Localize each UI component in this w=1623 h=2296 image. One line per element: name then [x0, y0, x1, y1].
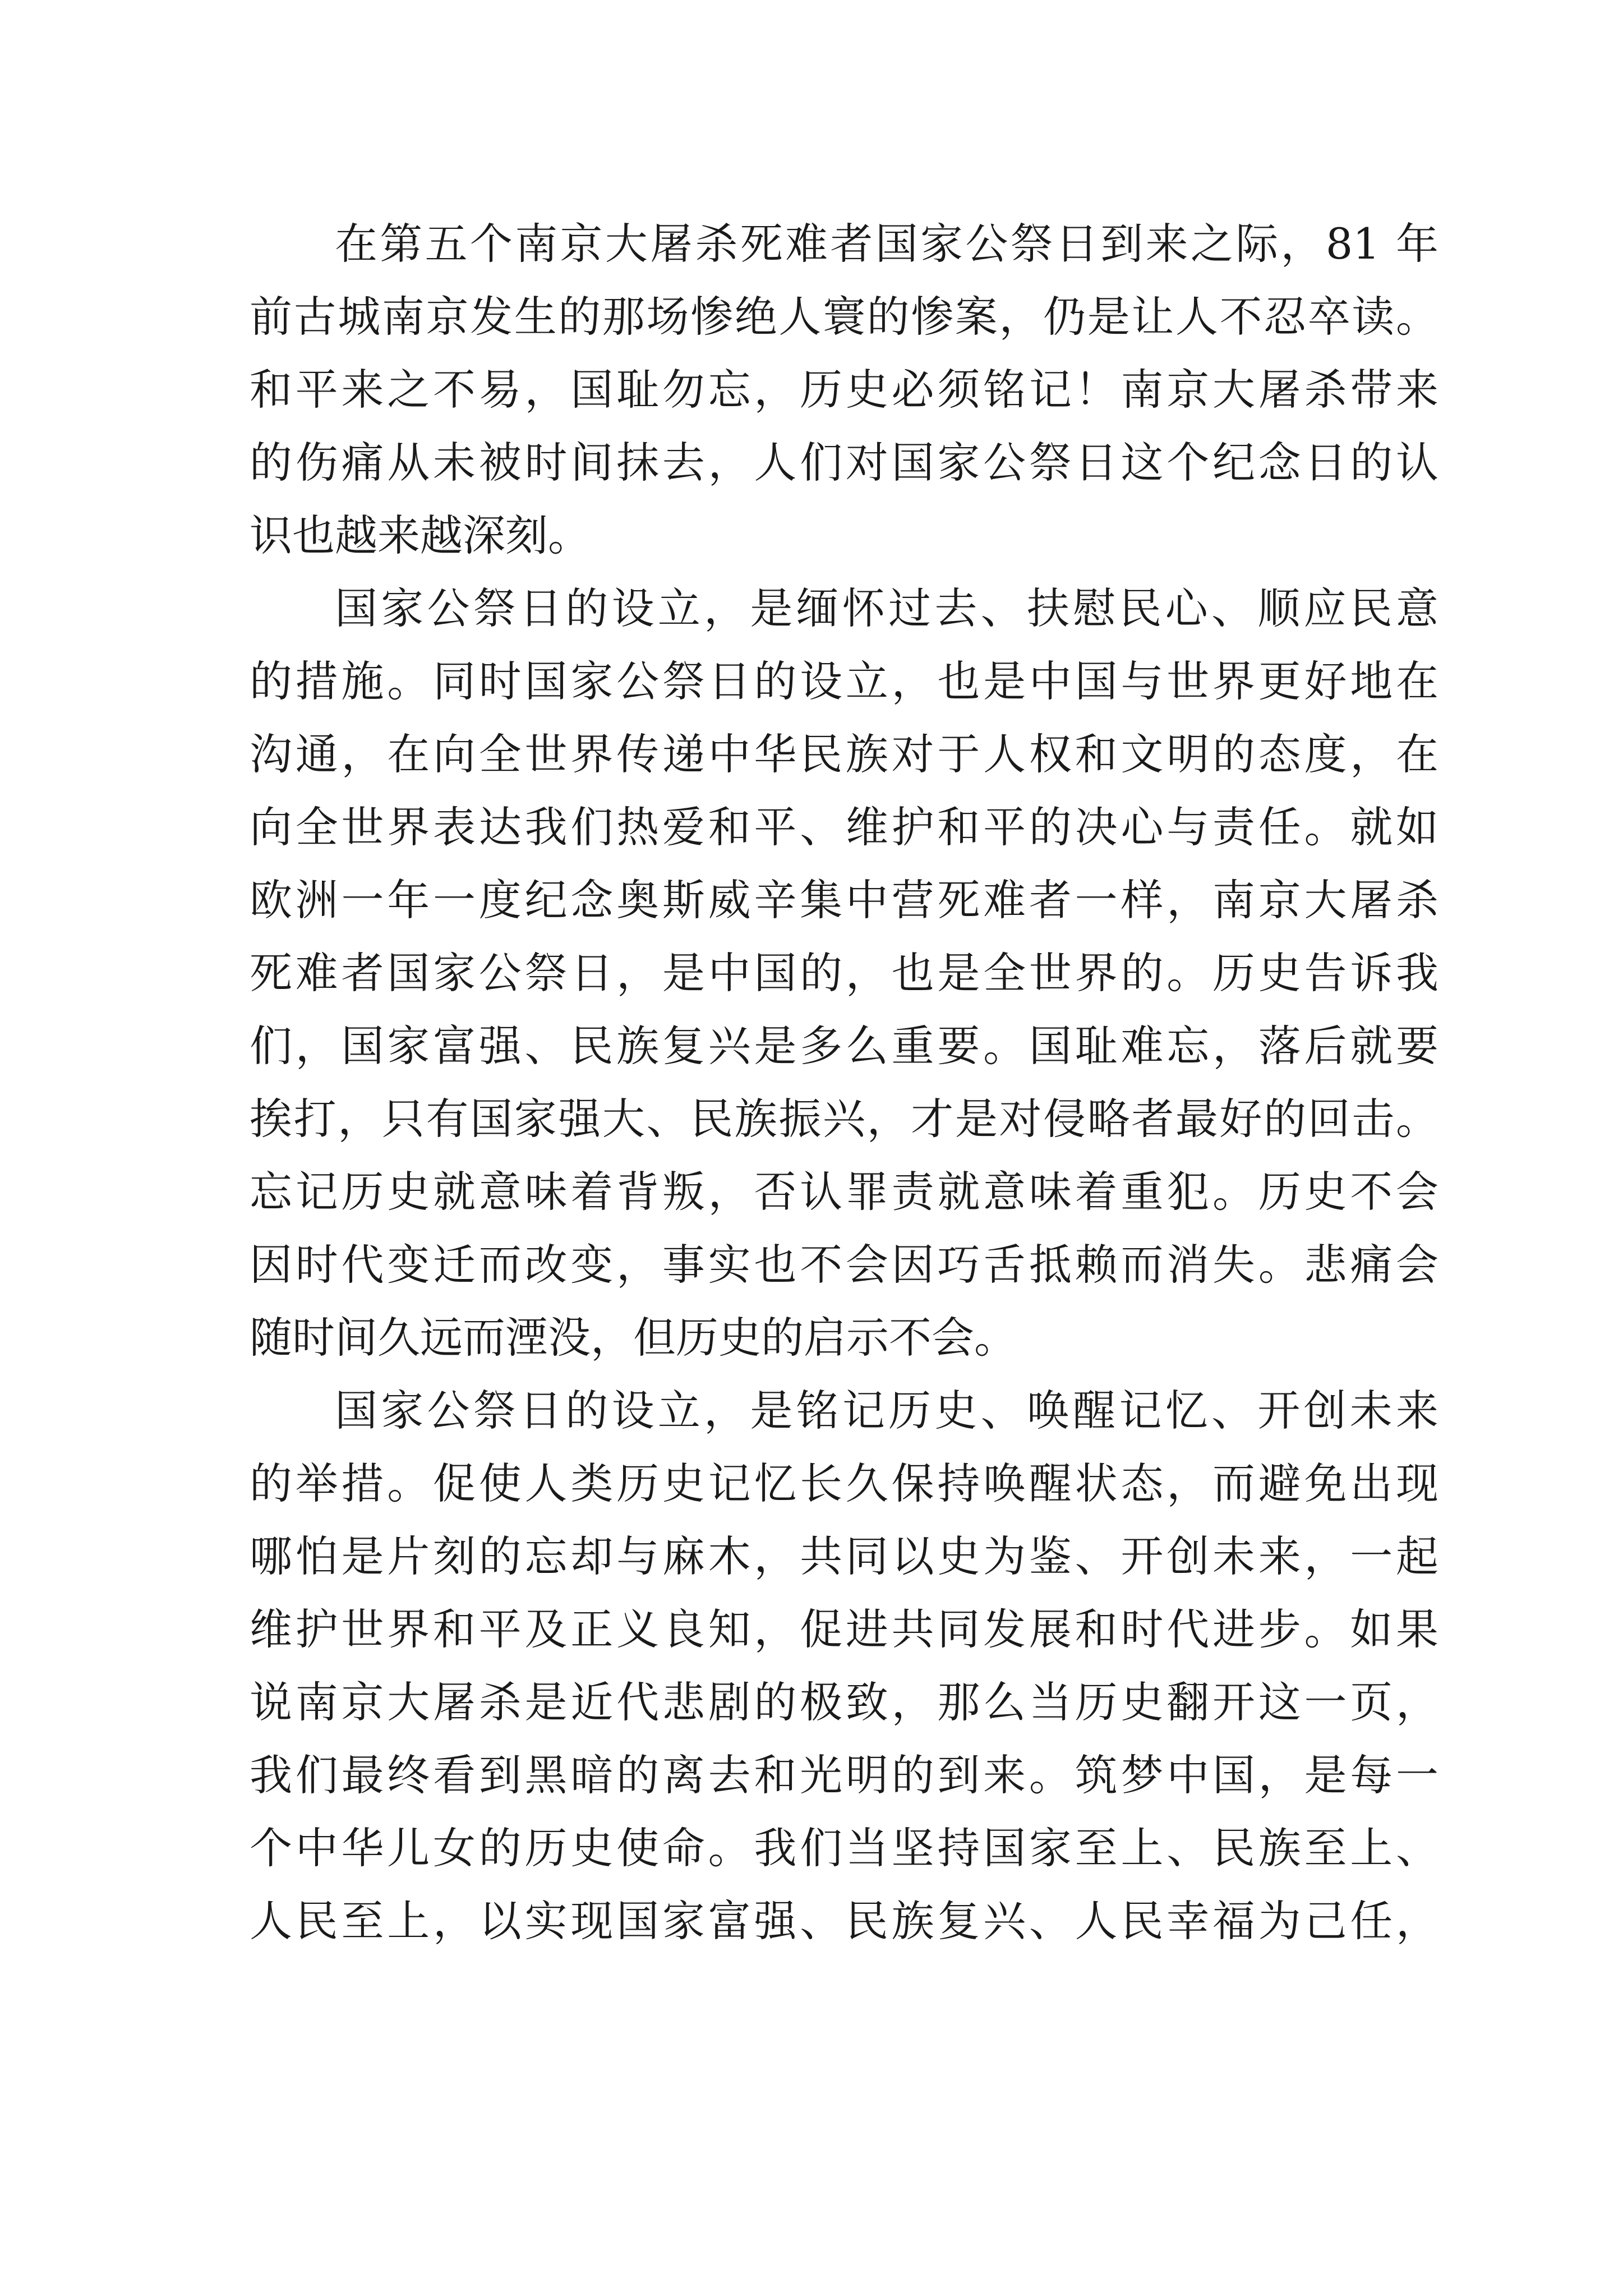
text-line: 们，国家富强、民族复兴是多么重要。国耻难忘，落后就要	[250, 1021, 1438, 1071]
text-line: 沟通，在向全世界传递中华民族对于人权和文明的态度，在	[250, 729, 1438, 779]
text-line: 的措施。同时国家公祭日的设立，也是中国与世界更好地在	[250, 656, 1438, 706]
text-line: 向全世界表达我们热爱和平、维护和平的决心与责任。就如	[250, 802, 1438, 852]
text-line: 我们最终看到黑暗的离去和光明的到来。筑梦中国，是每一	[250, 1750, 1438, 1800]
text-line: 国家公祭日的设立，是铭记历史、唤醒记忆、开创未来	[335, 1386, 1438, 1435]
text-line: 死难者国家公祭日，是中国的，也是全世界的。历史告诉我	[250, 948, 1438, 998]
text-line: 国家公祭日的设立，是缅怀过去、扶慰民心、顺应民意	[335, 583, 1438, 633]
text-line: 识也越来越深刻。	[250, 510, 591, 560]
text-line: 的伤痛从未被时间抹去，人们对国家公祭日这个纪念日的认	[250, 438, 1438, 487]
paragraph	[250, 208, 1438, 572]
text-line: 哪怕是片刻的忘却与麻木，共同以史为鉴、开创未来，一起	[250, 1531, 1438, 1581]
text-line: 随时间久远而湮没，但历史的启示不会。	[250, 1313, 1017, 1363]
text-line: 维护世界和平及正义良知，促进共同发展和时代进步。如果	[250, 1604, 1438, 1654]
text-line: 的举措。促使人类历史记忆长久保持唤醒状态，而避免出现	[250, 1458, 1438, 1508]
text-line: 前古城南京发生的那场惨绝人寰的惨案，仍是让人不忍卒读。	[250, 292, 1438, 342]
text-line: 在第五个南京大屠杀死难者国家公祭日到来之际，81 年	[335, 219, 1438, 269]
document-body	[250, 208, 1438, 1958]
text-line: 个中华儿女的历史使命。我们当坚持国家至上、民族至上、	[250, 1823, 1438, 1873]
text-line: 忘记历史就意味着背叛，否认罪责就意味着重犯。历史不会	[250, 1167, 1438, 1217]
text-line: 说南京大屠杀是近代悲剧的极致，那么当历史翻开这一页，	[250, 1677, 1438, 1727]
text-line: 因时代变迁而改变，事实也不会因巧舌抵赖而消失。悲痛会	[250, 1240, 1438, 1290]
text-line: 人民至上，以实现国家富强、民族复兴、人民幸福为己任，	[250, 1896, 1438, 1946]
text-line: 欧洲一年一度纪念奥斯威辛集中营死难者一样，南京大屠杀	[250, 875, 1438, 925]
text-line: 挨打，只有国家强大、民族振兴，才是对侵略者最好的回击。	[250, 1094, 1438, 1144]
text-line: 和平来之不易，国耻勿忘，历史必须铭记！南京大屠杀带来	[250, 365, 1438, 415]
paragraph	[250, 1374, 1438, 1958]
paragraph	[250, 572, 1438, 1374]
